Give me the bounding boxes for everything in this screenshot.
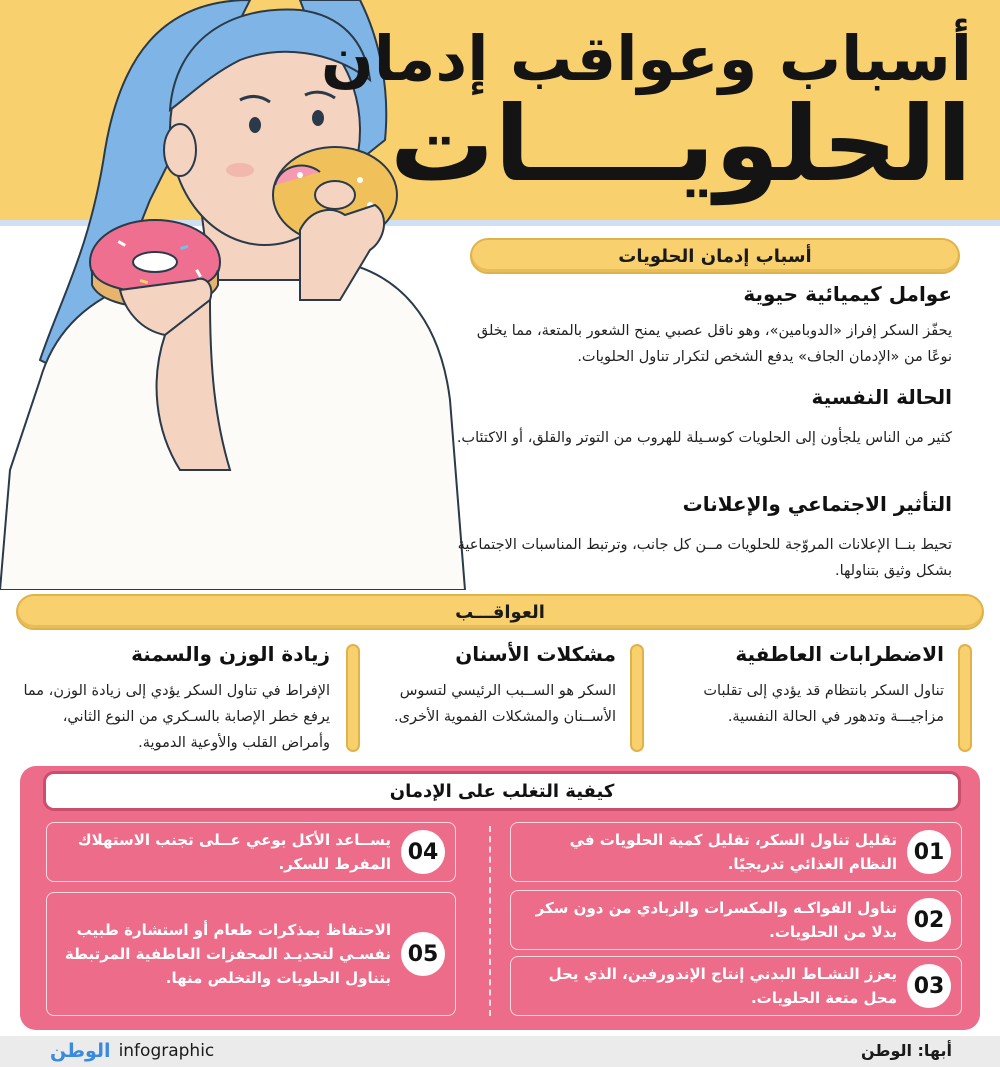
cause-text-biochemical: يحفّز السكر إفراز «الدوبامين»، وهو ناقل عصبي يمنح الشعور بالمتعة، مما يخلق نوعًا من «الإدمان الجاف» يدفع الشخص لتكرار تناول الحلويات. bbox=[476, 323, 952, 365]
tip-item bbox=[46, 892, 456, 1016]
cause-title-social: التأثير الاجتماعي والإعلانات bbox=[682, 492, 952, 516]
effect-text-dental: السكر هو الســبب الرئيسي لتسوس الأســنان والمشكلات الفموية الأخرى. bbox=[394, 683, 616, 725]
tip-item bbox=[510, 822, 962, 882]
tip-text: يعزز النشـاط البدني إنتاج الإندورفين، الذي يحل محل متعة الحلويات. bbox=[548, 965, 897, 1007]
tip-number-badge: 05 bbox=[401, 932, 445, 976]
tip-text: تقليل تناول السكر، تقليل كمية الحلويات في النظام الغذائي تدريجيًا. bbox=[569, 831, 897, 873]
tip-item bbox=[510, 956, 962, 1016]
page-title-line2: الحلويــــات bbox=[389, 83, 972, 205]
footer-label: infographic bbox=[118, 1041, 215, 1061]
tip-text: الاحتفاظ بمذكرات طعام أو استشارة طبيب نفسـي لتحديـد المحفزات العاطفية المرتبطة بتناول الحلويات والتخلص منها. bbox=[64, 921, 391, 987]
panel-divider bbox=[489, 826, 491, 1016]
effect-accent-bar bbox=[630, 644, 644, 752]
causes-heading: أسباب إدمان الحلويات bbox=[470, 238, 960, 274]
cause-text-psychological: كثير من الناس يلجأون إلى الحلويات كوسـيلة للهروب من التوتر والقلق، أو الاكتئاب. bbox=[456, 430, 952, 446]
overcome-heading: كيفية التغلب على الإدمان bbox=[46, 774, 958, 808]
effects-heading: العواقـــب bbox=[16, 594, 984, 630]
tip-number-badge: 02 bbox=[907, 898, 951, 942]
effect-title-dental: مشكلات الأسنان bbox=[455, 642, 616, 666]
tip-item bbox=[510, 890, 962, 950]
effect-accent-bar bbox=[346, 644, 360, 752]
tip-text: يســاعد الأكل بوعي عــلى تجنب الاستهلاك المفرط للسكر. bbox=[77, 831, 391, 873]
cause-title-psychological: الحالة النفسية bbox=[811, 385, 952, 409]
tip-text: تناول الفواكـه والمكسرات والزبادي من دون سكر بدلا من الحلويات. bbox=[535, 899, 897, 941]
tip-number-badge: 01 bbox=[907, 830, 951, 874]
cause-title-biochemical: عوامل كيميائية حيوية bbox=[743, 282, 952, 306]
tip-item bbox=[46, 822, 456, 882]
tip-number-badge: 04 bbox=[401, 830, 445, 874]
footer-branding bbox=[50, 1040, 214, 1062]
tip-number-badge: 03 bbox=[907, 964, 951, 1008]
effect-title-emotional: الاضطرابات العاطفية bbox=[735, 642, 944, 666]
effect-accent-bar bbox=[958, 644, 972, 752]
effect-text-weight: الإفراط في تناول السكر يؤدي إلى زيادة الوزن، مما يرفع خطر الإصابة بالسـكري من النوع الثاني، وأمراض القلب والأوعية الدموية. bbox=[23, 683, 330, 751]
brand-logo: الوطن bbox=[50, 1040, 111, 1062]
cause-text-social: تحيط بنــا الإعلانات المروّجة للحلويات مــن كل جانب، وترتبط المناسبات الاجتماعية بشكل وثيق بتناولها. bbox=[457, 537, 952, 579]
effect-title-weight: زيادة الوزن والسمنة bbox=[131, 642, 330, 666]
footer-credit: أبها: الوطن bbox=[860, 1041, 952, 1060]
page-title-line1: أسباب وعواقب إدمان bbox=[320, 22, 972, 95]
effect-text-emotional: تناول السكر بانتظام قد يؤدي إلى تقلبات مزاجيـــة وتدهور في الحالة النفسية. bbox=[703, 683, 944, 725]
